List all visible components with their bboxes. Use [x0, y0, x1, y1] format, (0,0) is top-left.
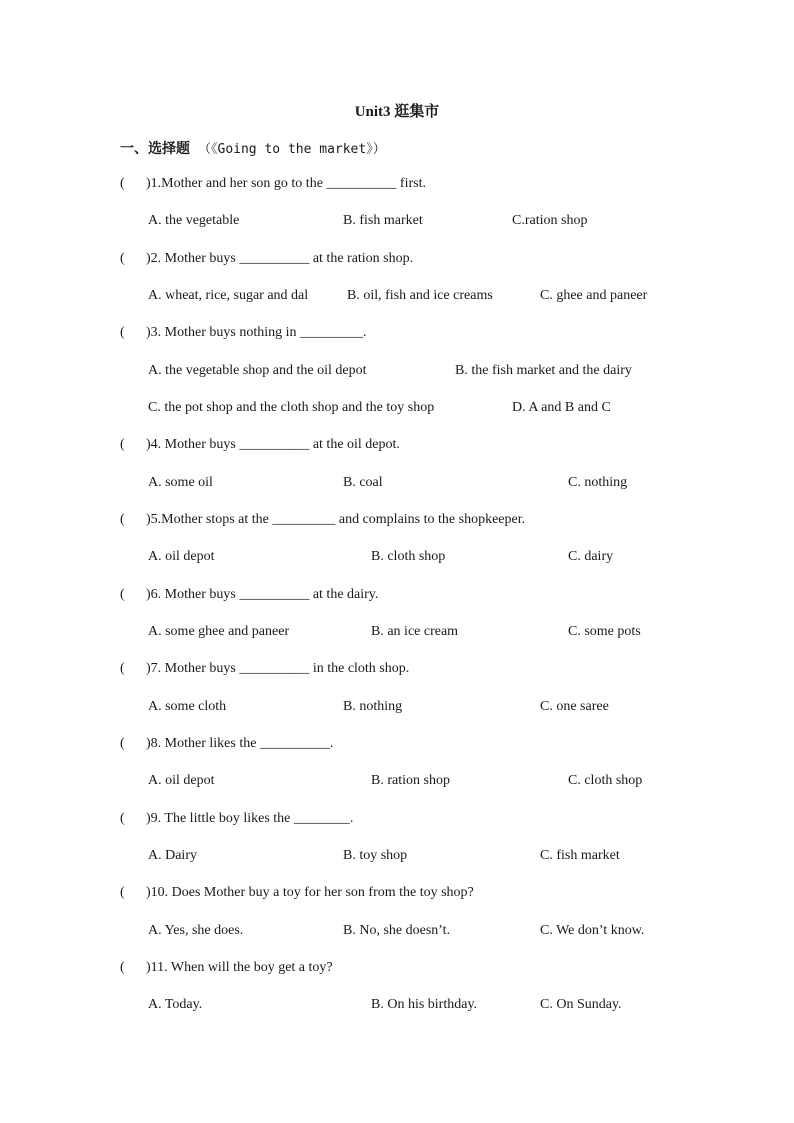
question-2 [120, 251, 413, 267]
option-a: A. Today. [148, 997, 203, 1012]
question-stem: )5.Mother stops at the _________ and complains to the shopkeeper. [146, 512, 526, 527]
option-a: A. some cloth [148, 699, 227, 714]
option-b: B. coal [343, 475, 383, 490]
question-stem: )8. Mother likes the __________. [146, 736, 334, 751]
option-b: B. an ice cream [371, 624, 459, 639]
question-7 [120, 661, 409, 677]
question-1 [120, 176, 426, 192]
option-c: C. the pot shop and the cloth shop and the toy shop [148, 400, 435, 415]
answer-blank[interactable]: ( [120, 885, 125, 900]
option-a: A. some ghee and paneer [148, 624, 290, 639]
question-stem: )2. Mother buys __________ at the ration shop. [146, 251, 414, 266]
option-c: C. nothing [568, 475, 628, 490]
answer-blank[interactable]: ( [120, 176, 125, 191]
option-d: D. A and B and C [512, 400, 611, 415]
question-4 [120, 437, 400, 453]
option-a: A. Yes, she does. [148, 923, 244, 938]
option-c: C. fish market [540, 848, 620, 863]
option-c: C. one saree [540, 699, 609, 714]
option-a: A. the vegetable [148, 213, 240, 228]
question-9 [120, 811, 353, 827]
option-b: B. oil, fish and ice creams [347, 288, 493, 303]
question-stem: )6. Mother buys __________ at the dairy. [146, 587, 379, 602]
option-b: B. fish market [343, 213, 423, 228]
question-stem: )1.Mother and her son go to the __________ first. [146, 176, 426, 191]
option-b: B. the fish market and the dairy [455, 363, 632, 378]
option-a: A. oil depot [148, 773, 215, 788]
question-stem: )10. Does Mother buy a toy for her son from the toy shop? [146, 885, 474, 900]
section-subtitle: （《Going to the market》） [198, 142, 386, 157]
answer-blank[interactable]: ( [120, 661, 125, 676]
question-6 [120, 587, 378, 603]
answer-blank[interactable]: ( [120, 325, 125, 340]
question-stem: )11. When will the boy get a toy? [146, 960, 333, 975]
question-3 [120, 325, 367, 341]
option-b: B. nothing [343, 699, 403, 714]
question-stem: )7. Mother buys __________ in the cloth shop. [146, 661, 410, 676]
option-c: C. dairy [568, 549, 614, 564]
page-title: Unit3 逛集市 [354, 104, 440, 120]
section-heading [120, 138, 386, 158]
answer-blank[interactable]: ( [120, 512, 125, 527]
answer-blank[interactable]: ( [120, 251, 125, 266]
question-10 [120, 885, 474, 901]
option-c: C. some pots [568, 624, 641, 639]
option-a: A. oil depot [148, 549, 215, 564]
option-a: A. wheat, rice, sugar and dal [148, 288, 309, 303]
option-b: B. cloth shop [371, 549, 446, 564]
question-stem: )3. Mother buys nothing in _________. [146, 325, 367, 340]
question-stem: )9. The little boy likes the ________. [146, 811, 354, 826]
answer-blank[interactable]: ( [120, 736, 125, 751]
option-c: C. ghee and paneer [540, 288, 648, 303]
question-8 [120, 736, 333, 752]
option-b: B. ration shop [371, 773, 450, 788]
answer-blank[interactable]: ( [120, 960, 125, 975]
question-5 [120, 512, 525, 528]
answer-blank[interactable]: ( [120, 811, 125, 826]
option-b: B. No, she doesn’t. [343, 923, 451, 938]
option-a: A. the vegetable shop and the oil depot [148, 363, 367, 378]
option-b: B. On his birthday. [371, 997, 478, 1012]
option-c: C. On Sunday. [540, 997, 622, 1012]
option-a: A. some oil [148, 475, 213, 490]
option-c: C. cloth shop [568, 773, 643, 788]
option-b: B. toy shop [343, 848, 408, 863]
answer-blank[interactable]: ( [120, 437, 125, 452]
option-c: C. We don’t know. [540, 923, 645, 938]
section-label: 一、选择题 [120, 142, 190, 157]
question-11 [120, 960, 333, 976]
option-a: A. Dairy [148, 848, 197, 863]
question-stem: )4. Mother buys __________ at the oil depot. [146, 437, 400, 452]
answer-blank[interactable]: ( [120, 587, 125, 602]
option-c: C.ration shop [512, 213, 588, 228]
